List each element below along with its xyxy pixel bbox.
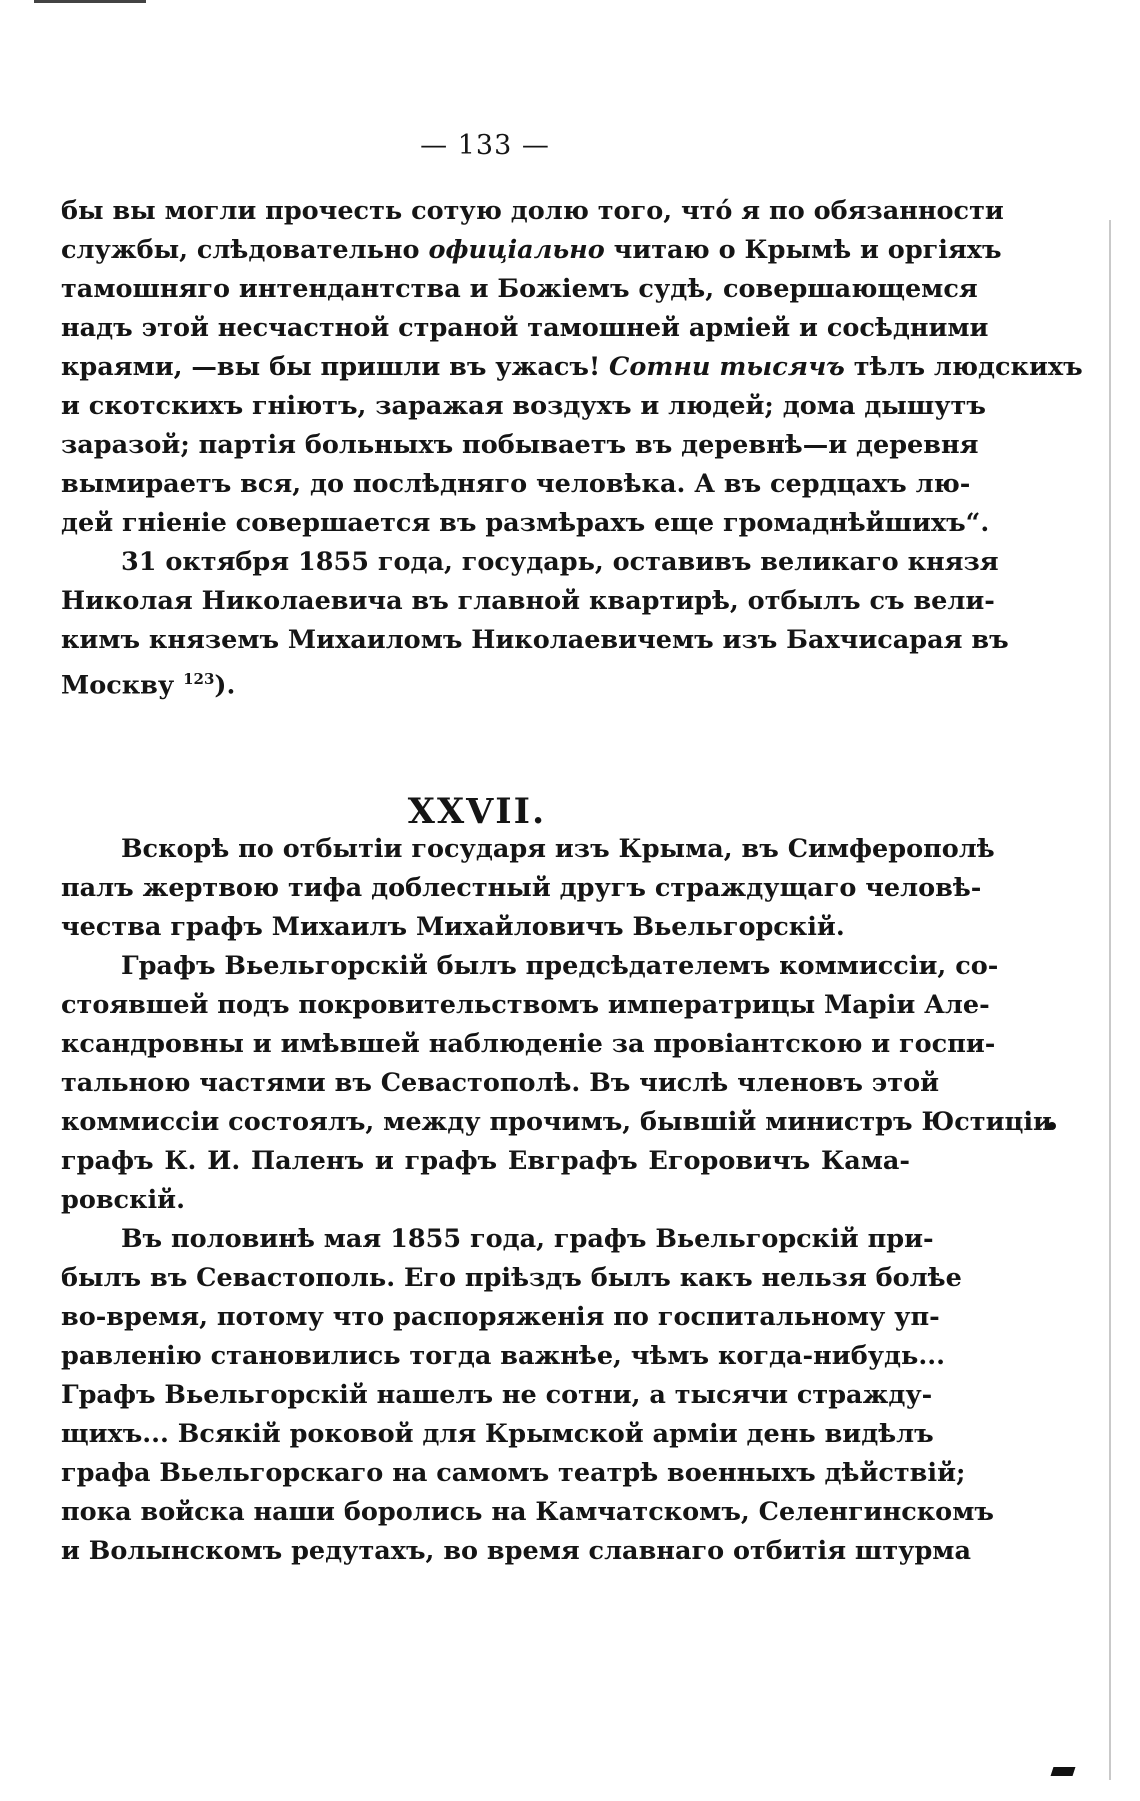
text-line: графъ К. И. Паленъ и графъ Евграфъ Егоровичъ Кама- [61,1146,910,1176]
scan-edge-mark [34,0,146,11]
chapter-heading: XXVII. [407,791,547,832]
text-line: Графъ Вьельгорскій нашелъ не сотни, а тысячи стражду- [61,1380,933,1410]
text-line: коммиссіи состоялъ, между прочимъ, бывшій министръ Юстиціи [61,1107,1052,1137]
text-line: щихъ... Всякій роковой для Крымской арміи день видѣлъ [61,1419,934,1449]
text-line: и Волынскомъ редутахъ, во время славнаго отбитія штурма [61,1536,971,1566]
text-line: кимъ княземъ Михаиломъ Николаевичемъ изъ Бахчисарая въ [61,625,1009,655]
paragraph-first-line: Графъ Вьельгорскій былъ предсѣдателемъ коммиссіи, со- [121,951,999,981]
scan-edge-line [1109,220,1111,1780]
text-block-before-heading [61,192,1083,701]
paragraph-first-line: 31 октября 1855 года, государь, оставивъ великаго князя [121,547,999,577]
text-line: тамошняго интендантства и Божіемъ судѣ, совершающемся [61,274,978,304]
text-line: во-время, потому что распоряженія по госпитальному уп- [61,1302,940,1332]
text-line: бы вы могли прочесть сотую долю того, что́ я по обязанности [61,196,1004,226]
text-line: графа Вьельгорскаго на самомъ театрѣ военныхъ дѣйствій; [61,1458,966,1488]
text-line: палъ жертвою тифа доблестный другъ страждущаго человѣ- [61,873,982,903]
text-line: чества графъ Михаилъ Михайловичъ Вьельгорскій. [61,912,845,942]
text-line: вымираетъ вся, до послѣдняго человѣка. А въ сердцахъ лю- [61,469,971,499]
text-line: дей гніеніе совершается въ размѣрахъ еще громаднѣйшихъ“. [61,508,990,538]
text-line: ксандровны и имѣвшей наблюденіе за провіантскою и госпи- [61,1029,996,1059]
text-line: Москву $^{123}$). [61,670,236,701]
italic-emphasis: офиціально [428,235,605,265]
text-line: и скотскихъ гніютъ, заражая воздухъ и людей; дома дышутъ [61,391,986,421]
text-line: ровскій. [61,1185,185,1215]
italic-emphasis: Сотни тысячъ [609,352,845,382]
text-line: краями, —вы бы пришли въ ужасъ! Сотни тысячъ тѣлъ людскихъ [61,352,1083,382]
text-line: надъ этой несчастной страной тамошней арміей и сосѣдними [61,313,989,343]
text-line: службы, слѣдовательно офиціально читаю о Крымѣ и оргіяхъ [61,235,1002,265]
text-block-after-heading [61,830,1052,1571]
paragraph-first-line: Вскорѣ по отбытіи государя изъ Крыма, въ Симферополѣ [121,834,995,864]
text-line: Николая Николаевича въ главной квартирѣ, отбылъ съ вели- [61,586,995,616]
text-line: заразой; партія больныхъ побываетъ въ деревнѣ—и деревня [61,430,979,460]
paragraph-first-line: Въ половинѣ мая 1855 года, графъ Вьельгорскій при- [121,1224,934,1254]
text-line: стоявшей подъ покровительствомъ императрицы Маріи Але- [61,990,990,1020]
text-line: равленію становились тогда важнѣе, чѣмъ когда-нибудь... [61,1341,945,1371]
ink-mark [1051,1767,1076,1776]
text-line: пока войска наши боролись на Камчатскомъ, Селенгинскомъ [61,1497,994,1527]
text-line: былъ въ Севастополь. Его пріѣздъ былъ какъ нельзя болѣе [61,1263,962,1293]
page-number: — 133 — [420,130,550,161]
footnote-reference: 123 [183,670,215,688]
text-line: тальною частями въ Севастополѣ. Въ числѣ членовъ этой [61,1068,940,1098]
